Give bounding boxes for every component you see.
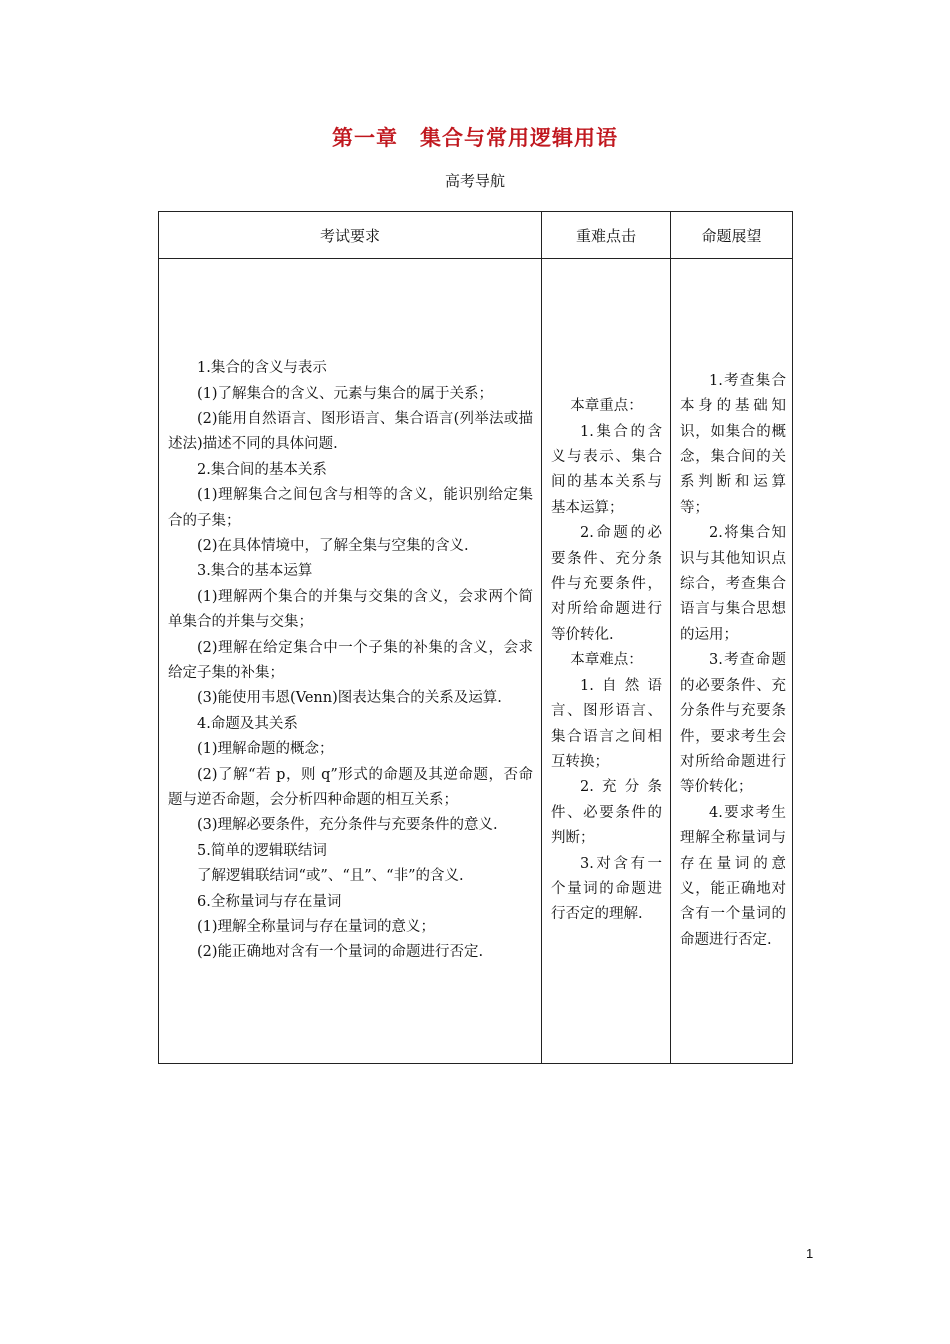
requirement-line: (2)能正确地对含有一个量词的命题进行否定. <box>197 944 484 961</box>
difficult-point: 3.对含有一个量词的命题进行否定的理解. <box>551 855 662 923</box>
key-points-heading: 本章重点： <box>570 398 643 415</box>
requirement-line: 4.命题及其关系 <box>197 715 298 732</box>
difficult-points-heading: 本章难点： <box>570 652 643 669</box>
outlook-item: 2.将集合知识与其他知识点综合，考查集合语言与集合思想的运用； <box>680 525 786 643</box>
requirement-line: (1)理解命题的概念； <box>197 741 334 758</box>
header-requirements: 考试要求 <box>159 212 542 259</box>
requirement-line: (1)理解两个集合的并集与交集的含义，会求两个简单集合的并集与交集； <box>168 588 533 631</box>
outlook-cell <box>671 259 793 1064</box>
requirement-line: (3)能使用韦恩(Venn)图表达集合的关系及运算. <box>197 690 502 707</box>
difficult-point: 2.充分条件、必要条件的判断； <box>551 779 662 847</box>
requirement-line: (2)能用自然语言、图形语言、集合语言(列举法或描述法)描述不同的具体问题. <box>168 410 533 453</box>
requirement-line: (1)理解集合之间包含与相等的含义，能识别给定集合的子集； <box>168 487 533 529</box>
requirement-line: 2.集合间的基本关系 <box>197 461 327 478</box>
requirement-line: (1)了解集合的含义、元素与集合的属于关系； <box>197 385 494 402</box>
key-point: 2.命题的必要条件、充分条件与充要条件，对所给命题进行等价转化. <box>551 525 662 643</box>
outlook-item: 3.考查命题的必要条件、充分条件与充要条件，要求考生会对所给命题进行等价转化； <box>680 652 786 796</box>
requirement-line: 1.集合的含义与表示 <box>197 360 327 377</box>
requirements-cell <box>159 259 542 1064</box>
section-subtitle: 高考导航 <box>444 172 505 190</box>
chapter-title: 第一章 集合与常用逻辑用语 <box>332 125 618 150</box>
header-outlook: 命题展望 <box>671 212 793 259</box>
table-header-row <box>159 212 793 259</box>
outlook-item: 1.考查集合本身的基础知识，如集合的概念，集合间的关系判断和运算等； <box>680 372 786 516</box>
requirement-line: 3.集合的基本运算 <box>197 563 313 580</box>
requirement-line: 6.全称量词与存在量词 <box>197 893 342 910</box>
outlook-item: 4.要求考生理解全称量词与存在量词的意义，能正确地对含有一个量词的命题进行否定. <box>680 804 786 948</box>
requirement-line: 了解逻辑联结词“或”、“且”、“非”的含义. <box>197 868 464 885</box>
page-number: 1 <box>806 1246 814 1261</box>
header-key-points: 重难点击 <box>542 212 671 259</box>
requirement-line: (2)在具体情境中，了解全集与空集的含义. <box>197 537 469 554</box>
requirement-line: 5.简单的逻辑联结词 <box>197 842 327 859</box>
key-point: 1.集合的含义与表示、集合间的基本关系与基本运算； <box>551 423 662 516</box>
requirement-line: (2)了解“若 p，则 q”形式的命题及其逆命题，否命题与逆否命题，会分析四种命题的相互关系； <box>168 766 533 809</box>
table-row <box>159 259 793 1064</box>
difficult-point: 1.自然语言、图形语言、集合语言之间相互转换； <box>551 677 662 770</box>
requirement-line: (2)理解在给定集合中一个子集的补集的含义，会求给定子集的补集； <box>168 639 533 681</box>
key-points-cell <box>542 259 671 1064</box>
requirement-line: (1)理解全称量词与存在量词的意义； <box>197 919 436 936</box>
requirement-line: (3)理解必要条件，充分条件与充要条件的意义. <box>197 817 498 834</box>
exam-guide-table <box>158 211 793 1064</box>
